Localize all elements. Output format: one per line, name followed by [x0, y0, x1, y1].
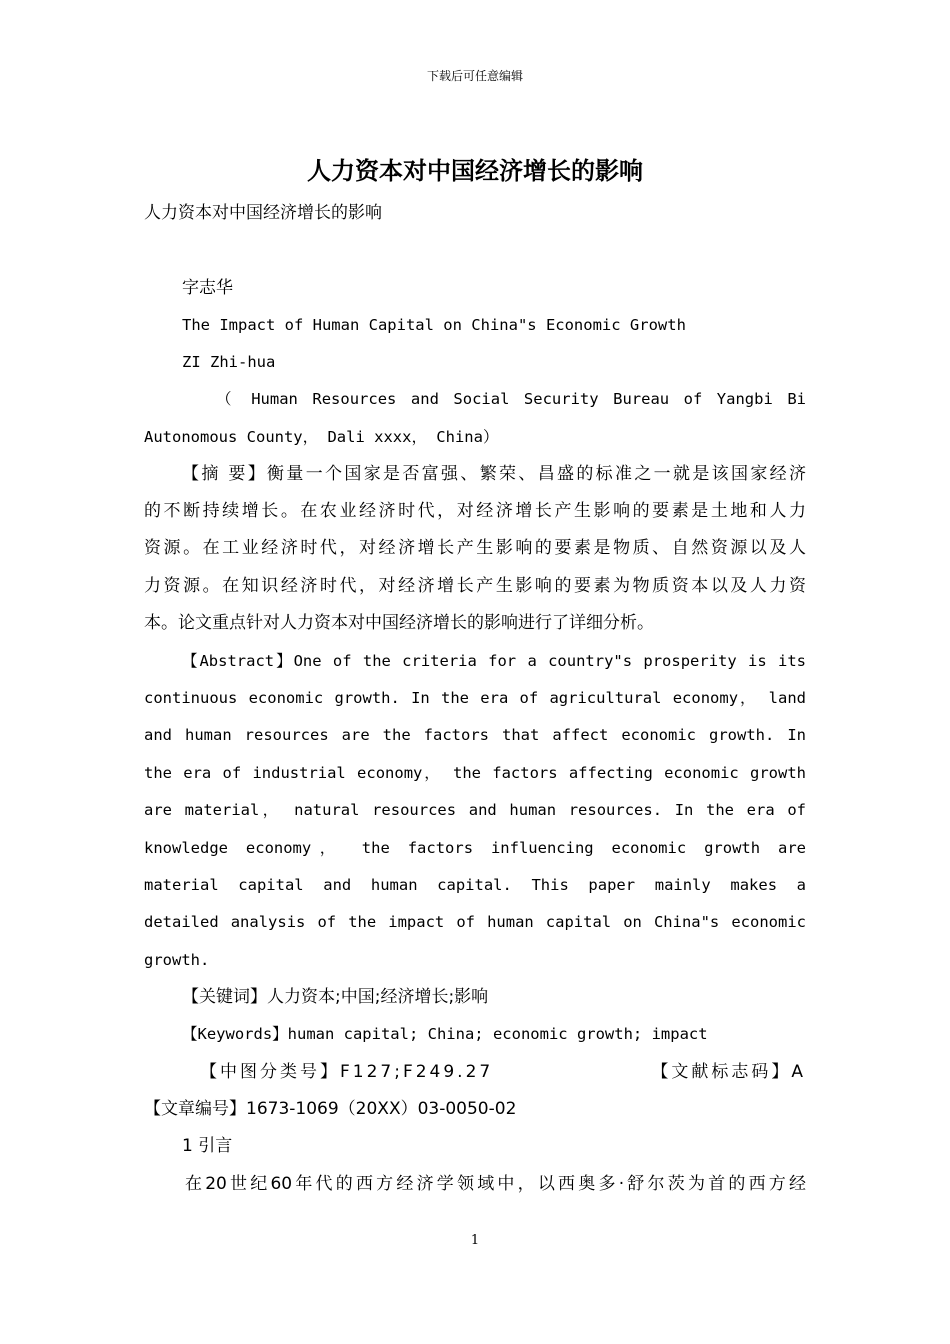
section-heading: 1 引言 [182, 1136, 233, 1156]
author-en: ZI Zhi-hua [182, 353, 276, 371]
abstract-en-line: the era of industrial economy， the factors affecting economic growth [144, 764, 806, 782]
abstract-en-line: are material， natural resources and human resources. In the era of [144, 801, 806, 819]
abstract-cn-line: 资源。在工业经济时代，对经济增长产生影响的要素是物质、自然资源以及人 [144, 538, 806, 558]
abstract-cn-line: 的不断持续增长。在农业经济时代，对经济增长产生影响的要素是土地和人力 [144, 501, 806, 521]
document-title: 人力资本对中国经济增长的影响 [307, 157, 643, 185]
abstract-en-line: growth. [144, 951, 210, 969]
keywords-en: 【Keywords】human capital; China; economic growth; impact [182, 1025, 708, 1043]
document-code: 【文献标志码】A [651, 1062, 806, 1082]
classification-number: 【中图分类号】F127;F249.27 [200, 1062, 494, 1082]
abstract-en-line: continuous economic growth. In the era of agricultural economy， land [144, 689, 806, 707]
classification-row [200, 1060, 806, 1084]
title-en: The Impact of Human Capital on China"s Economic Growth [182, 316, 686, 334]
page-header: 下载后可任意编辑 [426, 69, 523, 83]
abstract-en-line: detailed analysis of the impact of human capital on China"s economic [144, 913, 806, 931]
abstract-en-line: 【Abstract】One of the criteria for a country"s prosperity is its [182, 652, 806, 670]
intro-paragraph-line: 在20世纪60年代的西方经济学领域中，以西奥多·舒尔茨为首的西方经 [185, 1174, 806, 1194]
affiliation-line: Autonomous County， Dali xxxx， China） [144, 428, 499, 446]
abstract-en-line: material capital and human capital. This paper mainly makes a [144, 876, 806, 894]
abstract-cn-line: 【摘 要】衡量一个国家是否富强、繁荣、昌盛的标准之一就是该国家经济 [182, 464, 806, 484]
affiliation-line: （ Human Resources and Social Security Bureau of Yangbi Bi [216, 390, 806, 408]
abstract-en-line: and human resources are the factors that affect economic growth. In [144, 726, 806, 744]
author-cn: 字志华 [182, 278, 233, 298]
abstract-en-line: knowledge economy， the factors influencing economic growth are [144, 839, 806, 857]
page-number: 1 [470, 1233, 480, 1248]
abstract-cn-line: 本。论文重点针对人力资本对中国经济增长的影响进行了详细分析。 [144, 613, 654, 633]
keywords-cn: 【关键词】人力资本;中国;经济增长;影响 [182, 987, 489, 1007]
subtitle: 人力资本对中国经济增长的影响 [144, 203, 382, 223]
abstract-cn-line: 力资源。在知识经济时代，对经济增长产生影响的要素为物质资本以及人力资 [144, 576, 806, 596]
article-number: 【文章编号】1673-1069（20XX）03-0050-02 [144, 1099, 517, 1119]
